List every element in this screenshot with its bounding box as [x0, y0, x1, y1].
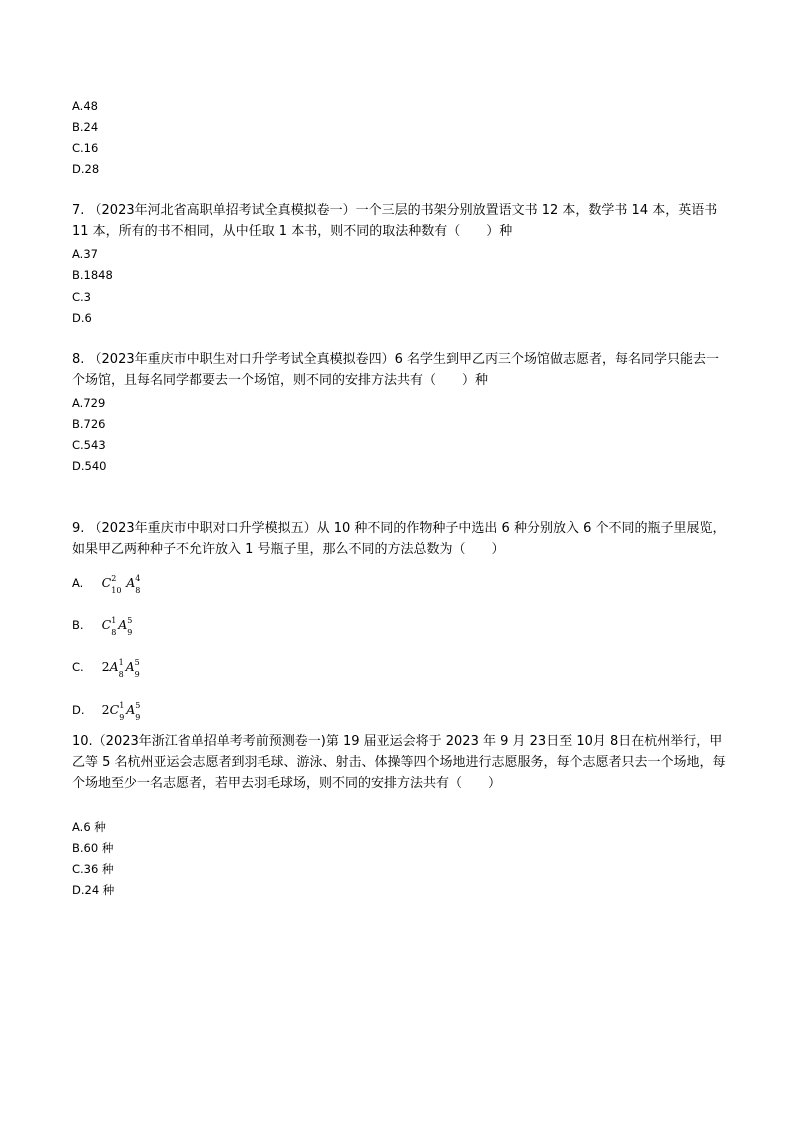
- q9-option-d-formula: 2C 1 9 A 5 9: [101, 700, 141, 722]
- q8-stem: 8. （2023年重庆市中职生对口升学考试全真模拟卷四）6 名学生到甲乙丙三个场馆做志愿者，每名同学只能去一个场馆，且每名同学都要去一个场馆，则不同的安排方法共有（ ）种: [72, 352, 720, 388]
- q7-option-c: C.3: [72, 290, 92, 304]
- q9-option-c-label: C.: [72, 660, 84, 674]
- q6-option-b: B.24: [72, 120, 99, 134]
- q9-option-d-label: D.: [72, 703, 85, 717]
- q9-option-a-formula: C 2 10 A 4 8: [101, 573, 141, 595]
- q10-stem: 10.（2023年浙江省单招单考考前预测卷一)第 19 届亚运会将于 2023 年 9 月 23日至 10月 8日在杭州举行，甲乙等 5 名杭州亚运会志愿者到羽毛球、游泳、射击、体操等四个场地进行志愿服务，每个志愿者只去一个场地，每个场地至少一名志愿者，若甲去羽毛球场，则不同的安排方法共有（ ）: [72, 734, 726, 791]
- q6-option-a: A.48: [72, 99, 98, 113]
- q10-option-b: B.60 种: [72, 841, 114, 855]
- q6-option-c: C.16: [72, 141, 99, 155]
- q10-option-c: C.36 种: [72, 862, 114, 876]
- q9-option-a: [72, 573, 142, 595]
- q9-option-c: [72, 657, 142, 679]
- q8-option-b: B.726: [72, 417, 106, 431]
- q9-option-b: [72, 615, 134, 637]
- q7-option-b: B.1848: [72, 268, 113, 282]
- q9-option-b-label: B.: [72, 618, 84, 632]
- q9-stem: 9. （2023年重庆市中职对口升学模拟五）从 10 种不同的作物种子中选出 6 种分别放入 6 个不同的瓶子里展览，如果甲乙两种种子不允许放入 1 号瓶子里，那么不同的方法总数为（ ）: [72, 521, 726, 557]
- q9-option-b-formula: C 1 8 A 5 9: [101, 615, 133, 637]
- q10-option-a: A.6 种: [72, 820, 106, 834]
- q7-stem: 7. （2023年河北省高职单招考试全真模拟卷一）一个三层的书架分别放置语文书 12 本，数学书 14 本，英语书 11 本，所有的书不相同，从中任取 1 本书，则不同的取法种数有（ ）种: [72, 203, 718, 239]
- q7-option-a: A.37: [72, 247, 98, 261]
- q7-option-d: D.6: [72, 311, 92, 325]
- q9-option-a-label: A.: [72, 576, 84, 590]
- q10-option-d: D.24 种: [72, 883, 115, 897]
- q6-option-d: D.28: [72, 162, 100, 176]
- q8-option-c: C.543: [72, 438, 106, 452]
- q9-option-c-formula: 2A 1 8 A 5 9: [101, 657, 140, 679]
- q9-option-d: [72, 700, 142, 722]
- q8-option-d: D.540: [72, 459, 107, 473]
- q8-option-a: A.729: [72, 396, 106, 410]
